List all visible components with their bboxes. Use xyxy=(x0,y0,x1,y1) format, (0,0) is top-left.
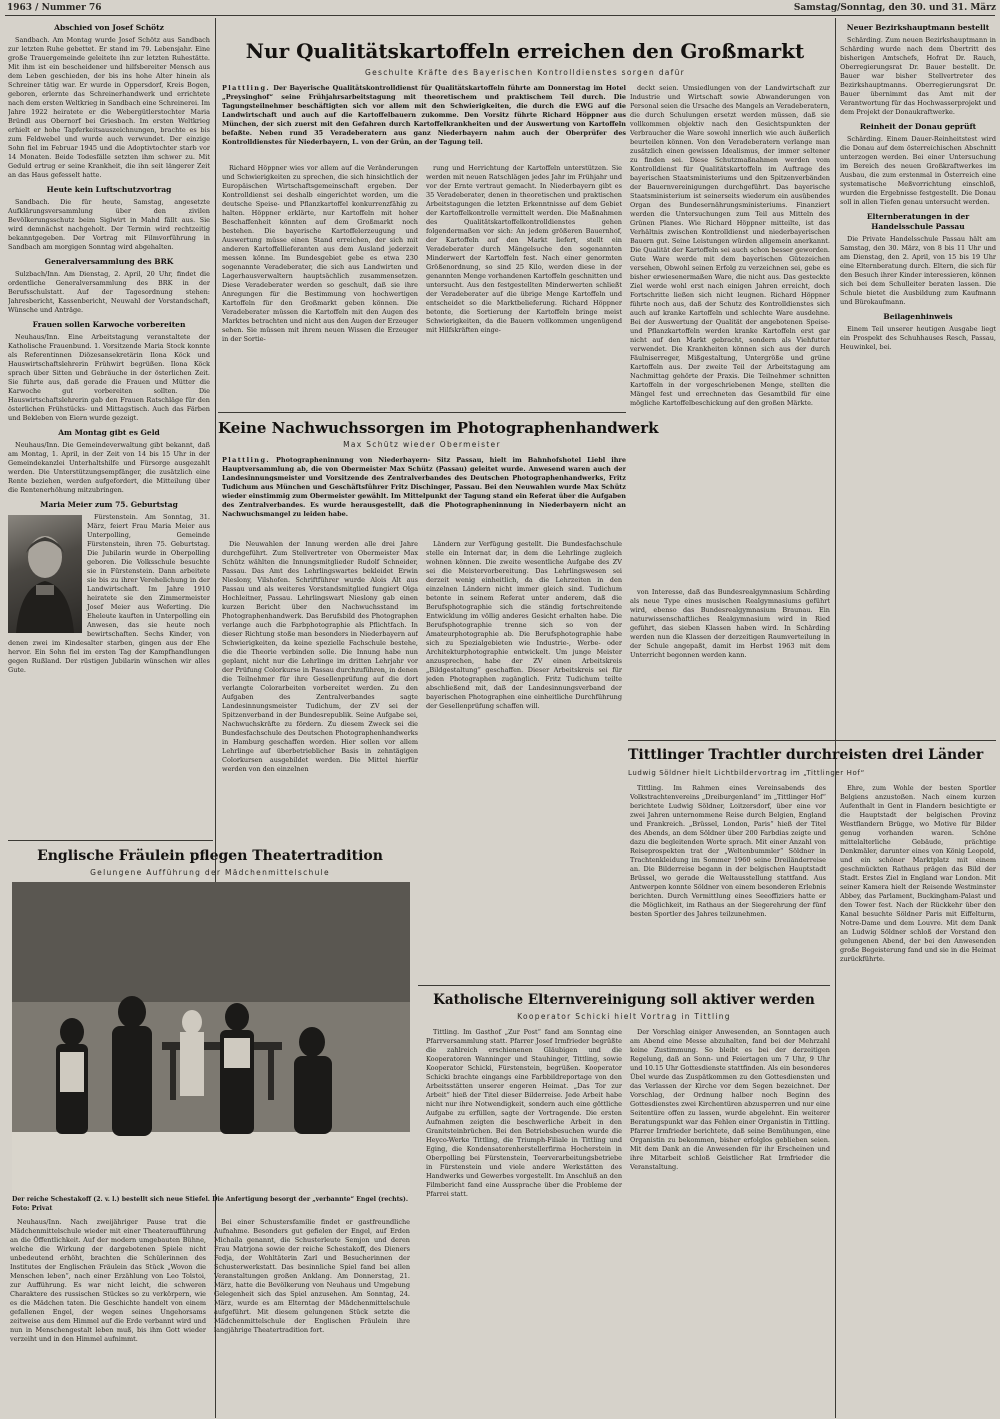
theater-subline: Gelungene Aufführung der Mädchenmittelschule xyxy=(90,868,330,877)
article-headline: Frauen sollen Karwoche vorbereiten xyxy=(32,320,186,329)
article-text: Richard Höppner wies vor allem auf die Veränderungen und Schwierigkeiten zu sprechen, die sich hinsichtlich der Europäischen Wirtschaftsgemeinschaft ergeben. Der Kontrolldienst sei deshalb eingerichtet worden, um die deutsche Speise- und Pflanzkartoffel konkurrenzfähig zu halten. Höppner erklärte, nur Kartoffeln mit hoher Beschaffenheit könnten auf dem Großmarkt noch bestehen. Die bayerische Kartoffelerzeugung und Auswertung müsse einen Stand erreichen, der sich mit anderen Kartoffellieferanten aus dem Ausland jederzeit messen könne. Im Bundesgebiet gebe es etwa 230 sogenannte Veradeberater, die sich aus Landwirten und Lagerhausverwaltern hauptsächlich zusammensetzen. Diese Veradeberater werden so geschult, daß sie ihre Anregungen für die Bestimmung von hochwertigen Kartoffeln für den Großmarkt geben können. Die Veradeberater müssen die Kartoffeln mit den Augen des Marktes betrachten und nicht aus den Augen der Erzeuger sehen. Sie müssen mit ihrem neuen Wissen die Erzeuger in der Sortie- xyxy=(222,164,418,343)
right-column xyxy=(840,18,996,780)
main-headline: Nur Qualitätskartoffeln erreichen den Großmarkt xyxy=(245,39,805,63)
catholic-headline: Katholische Elternvereinigung soll aktiver werden xyxy=(433,992,815,1008)
page-number-date-left: 1963 / Nummer 76 xyxy=(7,3,102,13)
main-dateline: Plattling. xyxy=(222,84,271,92)
header-rule xyxy=(5,15,995,16)
photo-caption-text: Der reiche Schestakoff (2. v. l.) bestellt sich neue Stiefel. Die Anfertigung besorgt der „verbannte“ Engel (rechts). xyxy=(12,1196,408,1203)
photo-article-lead-text: Photographeninnung von Niederbayern- Sitz Passau, hielt im Bahnhofshotel Liebl ihre Hauptversammlung ab, die von Obermeister Max Schütz (Passau) geleitet wurde. Anwesend waren auch der Landesinnungsmeister und Vorsitzende des Zentralverbandes des Deutschen Photographenhandwerks, Fritz Tudichum aus München und Geschäftsführer Fritz Dischinger, Passau. Bei den Neuwahlen wurde Max Schütz wieder einstimmig zum Obermeister gewählt. Im Mittelpunkt der Tagung stand ein Referat über die Aufgaben des Zentralverbandes. Es wurde herausgestellt, daß die Photographeninnung in Niederbayern nicht an Nachwuchsmangel zu leiden habe. xyxy=(222,456,626,518)
tittling-column-2 xyxy=(840,784,996,1414)
article-text: Einem Teil unserer heutigen Ausgabe liegt ein Prospekt des Schuhhauses Resch, Passau, Heuwinkel, bei. xyxy=(840,325,996,351)
article-text: Tittling. Im Rahmen eines Vereinsabends des Volkstrachtenvereins „Dreiburgenland“ im „Tittlinger Hof“ berichtete Ludwig Söldner, Loitzersdorf, über eine vor zwei Jahren unternommene Reise durch Belgien, England und Frankreich. „Brüssel, London, Paris“ hieß der Titel des Abends, an dem Söldner über 200 Farbdias zeigte und dazu die begleitenden Worte sprach. Mit einer Anzahl von Reiseprospekten trat der „Weltenbummler“ Söldner in Trachtenkleidung im Sommer 1960 seine Dreiländerreise an. Die Bilderreise begann in der belgischen Hauptstadt Brüssel, wo gerade die Weltausstellung stattfand. Aus Antwerpen konnte Söldner von einem besonderen Erlebnis berichten. Durch Vermittlung eines Seeoffiziers hatte er die Möglichkeit, im Rathaus an der Siegerehrung der fünf besten Sportler des Jahres teilzunehmen. xyxy=(630,784,826,918)
article-text: Sandbach. Am Montag wurde Josef Schötz aus Sandbach zur letzten Ruhe gebettet. Er stand im 79. Lebensjahr. Eine große Trauergemeinde geleitete ihn zur letzten Ruhestätte. Mit ihm ist ein bescheidener und hilfsbereiter Mensch aus dem Leben geschieden, der bis ins hohe Alter hinein als Schreiner tätig war. Er wurde in Oppersdorf, Kreis Bogen, geboren, erlernte das Schreinerhandwerk und errichtete nach dem ersten Weltkrieg in Sandbach eine Schreinerei. Im Jahre 1922 heiratete er die Webergütlerstochter Maria Bründl aus Obernorf bei Griesbach. Im ersten Weltkrieg erhielt er hohe Tapferkeitsauszeichnungen, brachte es bis zum Feldwebel und wurde auch verwundet. Der einzige Sohn fiel im Februar 1945 und die Adoptivtochter starb vor 14 Monaten. Beide Todesfälle setzten ihm schwer zu. Mit Geduld ertrug er seine Krankheit, die ihn seit längerer Zeit an das Haus gefesselt hatte. xyxy=(8,36,210,179)
section-rule xyxy=(8,840,213,841)
article-text: Bei einer Schustersfamilie findet er gastfreundliche Aufnahme. Besonders gut gefielen der Engel, auf Erden Michaila genannt, die Schusterleute Semjon und deren Frau Matrjona sowie der reiche Schestakoff, des Dieners Fedja, der Wohltäterin Zarl und Besucherinnen der Schusterwerkstatt. Das besinnliche Spiel fand bei allen Veranstaltungen großen Anklang. Am Donnerstag, 21. März, hatte die Bevölkerung von Neuhaus und Umgebung Gelegenheit sich das Spiel anzusehen. Am Sonntag, 24. März, wurde es am Elterntag der Mädchenmittelschule aufgeführt. Mit diesem gelungenen Stück setzte die Mädchenmittelschule der Englischen Fräulein ihre langjährige Theatertradition fort. xyxy=(214,1218,410,1334)
main-lead xyxy=(222,84,626,162)
article-text: Neuhaus/Inn. Nach zweijähriger Pause trat die Mädchenmittelschule wieder mit einer Theateraufführung an die Öffentlichkeit. Auf der modern umgebauten Bühne, welche die Wirkung der dargebotenen Spiele nicht unbedeutend erhöht, brachten die Schülerinnen des Institutes der Englischen Fräulein das Stück „Wovon die Menschen leben“, nach einer Erzählung von Leo Tolstoi, zur Aufführung. Es war nicht leicht, die schweren Charaktere des russischen Stückes so zu verkörpern, wie es die Mädchen taten. Die Geschichte handelt von einem gefallenen Engel, der wegen seines Ungehorsams zeitweise aus dem Himmel auf die Erde verbannt wird und nun in Menschengestalt leben muß, bis ihm Gott wieder verzeiht und in den Himmel aufnimmt. xyxy=(10,1218,206,1343)
school-types-article xyxy=(630,588,830,728)
article-text: Neuhaus/Inn. Eine Arbeitstagung veranstaltete der Katholische Frauenbund. 1. Vorsitzende Maria Stock konnte als Referentinnen Diözesansekretärin Ilona Köck und Hauswirtschaftslehrerin Frühwirt begrüßen. Ilona Köck sprach über Sitten und Gebräuche in der österlichen Zeit. Sie führte aus, daß gerade die Frauen und Mütter die Karwoche gut vorbereiten sollten. Die Hauswirtschaftslehrerin gab den Frauen Ratschläge für den österlichen Frühstücks- und Mittagstisch. Auch das Färben und Bekleben von Eiern wurde gezeigt. xyxy=(8,333,210,422)
article-text: deckt seien. Umsiedlungen von der Landwirtschaft zur Industrie und Wirtschaft sowie Abwanderungen von Personal seien die Ursache des Mangels an Veradeberatern, die durch Schulungen ersetzt werden müssen, daß sie vollkommen objektiv nach den Gesichtspunkten der Verbraucher die Ware sowohl innerlich wie auch äußerlich beurteilen können. Von den Veradeberatern verlange man zusätzlich einen gewissen Idealismus, der immer seltener zu finden sei. Diese Schutzmaßnahmen werden vom Kontrolldienst für Qualitätskartoffeln im Auftrage des bayerischen Staatsministeriums und den Spitzenverbänden der Bauernvereinigungen durchgeführt. Das bayerische Staatsministerium ist seinerseits wiederum ein ausübendes Organ des Bundesernährungsministeriums. Finanziert werden die Untersuchungen zum Teil aus Mitteln des Grünen Planes. Wie Richard Höppner mitteilte, ist das Verhältnis zwischen Kontrolldienst und niederbayerischen Bauern gut. Seine Leistungen würden allgemein anerkannt. Die Qualität der Kartoffeln sei auch schon besser geworden. Gute Ware werde mit dem bayerischen Gütezeichen versehen, Obwohl seinen Erfolg zu verzeichnen sei, gebe es bisher erwiesenermaßen Ware, die nicht aus. Das gesteckte Ziel werde wohl erst nach einigen Jahren erreicht, doch Fortschritte ließen sich nicht leugnen. Richard Höppner führte noch aus, daß der Schutz des Kontrolldienstes sich auch auf kranke Kartoffeln und schlechte Ware ausdehne. Bei der Auswertung der Qualität der angebotenen Speise- und Pflanzkartoffeln werden kranke Kartoffeln erst gar nicht auf den Markt gebracht, sondern als Viehfutter verwendet. Die Krankheiten können sich aus der durch Fäulniserreger, Mißgestaltung, Untergröße und grüne Kartoffeln aus. Der zweite Teil der Arbeitstagung am Nachmittag gehörte der Praxis. Die Teilnehmer schnitten Kartoffeln in der vorgeschriebenen Menge, stellten die Mängel fest und errechneten das Gesamtbild für eine mögliche Kartoffelbeschickung auf den großen Märkte. xyxy=(630,84,830,407)
page-date-right: Samstag/Sonntag, den 30. und 31. März xyxy=(793,3,996,13)
photo-article-column-1 xyxy=(222,540,418,940)
tittling-column-1 xyxy=(630,784,826,974)
left-column xyxy=(8,18,210,838)
column-rule-right xyxy=(835,18,836,1418)
catholic-column-1 xyxy=(426,1028,622,1416)
article-headline: Abschied von Josef Schötz xyxy=(54,23,164,32)
portrait-photo xyxy=(8,515,82,633)
main-subline: Geschulte Kräfte des Bayerischen Kontrolldienstes sorgen dafür xyxy=(364,68,686,77)
section-rule xyxy=(628,740,996,741)
theater-column-1 xyxy=(10,1218,206,1416)
theater-headline: Englische Fräulein pflegen Theatertradition xyxy=(37,848,383,864)
article-text: Schärding. Zum neuen Bezirkshauptmann in Schärding wurde nach dem Übertritt des bisherigen Amtschefs, Hofrat Dr. Rauch, Oberregierungsrat Dr. Bauer bestellt. Dr. Bauer war bisher Stellvertreter des Bezirkshauptmanns. Oberregierungsrat Dr. Bauer übernimmt das Amt mit der Verantwortung für das Hochwasserprojekt und dem Projekt der Donaukraftwerke. xyxy=(840,36,996,116)
article-headline: Reinheit der Donau geprüft xyxy=(859,122,977,131)
article-text: Schärding. Einem Dauer-Reinheitstest wird die Donau auf dem österreichischen Abschnitt unterzogen werden. Bei einer Untersuchung im Bereich des neuen Großkraftwerkes im Ausbau, die zum erstenmal in Österreich eine systematische Meßvorrichtung einschloß, wurden die Ergebnisse festgestellt. Die Donau soll in allen Tiefen genau untersucht werden. xyxy=(840,135,996,206)
article-text: Sandbach. Die für heute, Samstag, angesetzte Aufklärungsversammlung über den zivilen Bevölkerungsschutz beim Siglwirt in Mahd fällt aus. Sie wird demnächst nachgeholt. Der Termin wird rechtzeitig bekanntgegeben. Der Vortrag mit Filmvorführung in Sandbach am morgigen Sonntag wird abgehalten. xyxy=(8,198,210,251)
photo-credit: Foto: Privat xyxy=(12,1204,53,1212)
article-headline: Neuer Bezirkshauptmann bestellt xyxy=(846,23,990,32)
photo-caption xyxy=(12,1196,410,1216)
photo-article-subline: Max Schütz wieder Obermeister xyxy=(343,440,501,449)
tittling-headline: Tittlinger Trachtler durchreisten drei Länder xyxy=(628,747,984,763)
section-rule xyxy=(418,985,830,986)
catholic-subline: Kooperator Schicki hielt Vortrag in Tittling xyxy=(517,1012,731,1021)
article-headline: Am Montag gibt es Geld xyxy=(58,428,160,437)
tittling-subline: Ludwig Söldner hielt Lichtbildervortrag im „Tittlinger Hof“ xyxy=(628,769,865,777)
article-text: rung und Herrichtung der Kartoffeln unterstützen. Sie werden mit neuen Ratschlägen jedes Jahr im Frühjahr und vor der Ernte vertraut gemacht. In Niederbayern gibt es 35 Veradeberater, denen in theoretischen und praktischen Arbeitstagungen die letzten Erkenntnisse auf dem Gebiet der Kartoffelkontrolle vermittelt werden. Die Maßnahmen des Qualitätskartoffelkontrolldienstes gehen folgendermaßen vor sich: An jedem größeren Bauernhof, der Kartoffeln auf den Markt liefert, stellt ein Veradeberater durch Mängelsuche den sogenannten Minderwert der Kartoffeln fest. Nach einer genormten Größenordnung, so sind 25 Kilo, werden diese in der genannten Menge vorhandenen Kartoffeln geschnitten und untersucht. Aus den festgestellten Minderwerten schließt der Veradeberater auf die übrige Menge Kartoffeln und entscheidet so die Marktbelieferung. Richard Höppner betonte, die Sortierung der Kartoffeln bringe meist Schwierigkeiten, da die Bauern vollkommen ungenügend mit Hilfskräften einge- xyxy=(426,164,622,334)
portrait-woman-icon xyxy=(8,515,82,633)
article-text: Fürstenstein. Am Sonntag, 31. März, feiert Frau Maria Meier aus Unterpolling, Gemeinde Fürstenstein, ihren 75. Geburtstag. Die Jubilarin wurde in Oberpolling geboren. Die Volksschule besuchte sie in Fürstenstein. Dann arbeitete sie bis zu ihrer Verehelichung in der Landwirtschaft. Im Jahre 1910 heiratete sie den Zimmermeister Josef Meier aus Weferting. Die Eheleute kauften in Unterpolling ein Anwesen, das sie heute noch bewirtschaften. Sechs Kinder, von denen zwei im Kindesalter starben, gingen aus der Ehe hervor. Ein Sohn fiel im ersten Tag der Kampfhandlungen gegen Rußland. Der rüstigen Jubilarin wünschen wir alles Gute. xyxy=(8,513,210,674)
photo-article-dateline: Plattling. xyxy=(222,456,271,464)
article-text: Der Vorschlag einiger Anwesenden, an Sonntagen auch am Abend eine Messe abzuhalten, fand bei der Mehrzahl keine Zustimmung. So bleibt es bei der derzeitigen Regelung, daß an Sonn- und Feiertagen um 7 Uhr, 9 Uhr und 10.15 Uhr Gottesdienste stattfinden. Als ein besonderes Übel wurde das Zuspätkommen zu den Gottesdiensten und das Verlassen der Kirche vor dem Segen bezeichnet. Der Vorschlag, der Ordnung halber noch Beginn des Gottesdienstes zwei Kirchentüren abzusperren und nur eine Seitentüre offen zu lassen, wurde abgelehnt. Ein weiterer Beratungspunkt war das Fehlen einer Organistin in Tittling. Pfarrer Irmfrieder berichtete, daß seine Bemühungen, eine Organistin zu bekommen, bisher erfolglos geblieben seien. Mit dem Dank an die Anwesenden für ihr Erscheinen und ihre Mitarbeit schloß Geistlicher Rat Irmfrieder die Veranstaltung. xyxy=(630,1028,830,1171)
article-text: Sulzbach/Inn. Am Dienstag, 2. April, 20 Uhr, findet die ordentliche Generalversammlung des BRK in der Berufsschulstatt. Auf der Tagesordnung stehen: Jahresbericht, Kassenbericht, Neuwahl der Vorstandschaft, Wünsche und Anträge. xyxy=(8,270,210,314)
article-text: Neuhaus/Inn. Die Gemeindeverwaltung gibt bekannt, daß am Montag, 1. April, in der Zeit von 14 bis 15 Uhr in der Gemeindekanzlei Unterhaltshilfe und Fürsorge ausgezahlt werden. Die Unterstützungsempfänger, die zusätzlich eine Rente beziehen, werden aufgefordert, die Mitteilung über die Rentenerhöhung mitzubringen. xyxy=(8,441,210,494)
article-text: Tittling. Im Gasthof „Zur Post“ fand am Sonntag eine Pfarrversammlung statt. Pfarrer Josef Irmfrieder begrüßte die zahlreich erschienenen Gläubigen und die Kooperatoren Wanninger und Stauhinger, Tittling, sowie Kooperator Schicki, Fürstenstein, begrüßen. Kooperator Schicki brachte eingangs eine Farbbildreportage von den Arbeitsstätten unserer engeren Heimat. „Das Tor zur Arbeit“ hieß der Titel dieser Bilderreise. Jede Arbeit habe nicht nur ihre Notwendigkeit, sondern auch eine göttliche Aufgabe zu erfüllen, sagte der Vortragende. Die ersten Aufnahmen zeigten die beschwerliche Arbeit in den Granitsteinbrüchen. Bei den Betriebsbesuchen wurde die Heyco-Werke Tittling, die Triumph-Filiale in Tittling und Eging, die Kondensatorenherstellerfirma Hocherstein in Oberpolling bei Fürstenstein, Teerverarbeitungsbetriebe in Fürstenstein und viele andere Werkstätten des Handwerks und Gewerbes vorgestellt. Im Anschluß an den Filmbericht fand eine Aussprache über die Probleme der Pfarrei statt. xyxy=(426,1028,622,1198)
main-column-3 xyxy=(630,84,830,584)
article-headline: Elternberatungen in der Handelsschule Passau xyxy=(866,212,970,231)
article-headline: Maria Meier zum 75. Geburtstag xyxy=(40,500,178,509)
article-headline: Generalversammlung des BRK xyxy=(44,257,174,266)
main-lead-text: Der Bayerische Qualitätskontrolldienst für Qualitätskartoffeln führte am Donnerstag im Hotel „Preysinghof“ seine Frühjahrsarbeitstagung mit theoretischem und praktischem Teil durch. Die Tagungsteilnehmer beschäftigten sich vor allem mit den Schwierigkeiten, die durch die EWG auf die Landwirtschaft und auch auf die Kartoffelbauern zukomme. Den Vorsitz führte Richard Höppner aus München, der sich zuerst mit den Gefahren durch Kartoffelkrankheiten und der Auswertung von Kartoffeln befaßte. Neben rund 35 Veradeberatern aus ganz Niederbayern nahm auch der Oberprüfer des Kontrolldienstes für Niederbayern, L. von der Grün, an der Tagung teil. xyxy=(222,84,626,146)
main-column-1 xyxy=(222,164,418,404)
photo-article-headline: Keine Nachwuchssorgen im Photographenhandwerk xyxy=(218,419,659,437)
photo-article-column-2 xyxy=(426,540,622,940)
section-rule xyxy=(218,412,626,413)
article-text: Die Neuwahlen der Innung werden alle drei Jahre durchgeführt. Zum Stellvertreter von Obermeister Max Schütz wählten die Innungsmitglieder Rudolf Schneider, Passau. Das Amt des Lehrlingswartes bekleidet Erwin Nieslony, Vilshofen. Schriftführer wurde Alois Alt aus Passau und als weiteres Vorstandsmitglied fungiert Olga Hochleitner, Passau. Lehrlingswart Nieslony gab einen kurzen Bericht über den Nachwuchsstand im Photographenhandwerk. Das Berufsbild des Photographen verlange auch die Farbphotographie als Pflichtfach. In dieser Richtung stoße man besonders in Niederbayern auf Schwierigkeiten, da keine spezielle Fachschule bestehe, die die Theorie verbinden solle. Die Innung habe nun geplant, nicht nur die Lehrlinge im dritten Lehrjahr vor der Prüfung Colorkurse in Passau durchzuführen, in denen die Teilnehmer für ihre Gesellenprüfung auf die dort verlangte Colorarbeiten vorbereitet werden. Zu den Aufgaben des Zentralverbandes sagte Landesinnungsmeister Tudichum, der ZV sei der Spitzenverband in der Bundesrepublik. Seine Aufgabe sei, Nachwuchskräfte zu fördern. Zu diesem Zweck sei die Bundesfachschule des Deutschen Photographenhandwerks in Hamburg geschaffen worden. Hier sollen vor allem Lehrlinge auf überbetrieblicher Basis in zehntägigen Colorkursen ausgebildet werden. Die Mittel hierfür werden von den einzelnen xyxy=(222,540,418,773)
theater-column-2 xyxy=(214,1218,410,1416)
photo-article-lead xyxy=(222,456,626,536)
article-text: Ehre, zum Wohle der besten Sportler Belgiens anzustoßen. Nach einem kurzen Aufenthalt in Gent in Flandern besichtigte er die Hauptstadt der belgischen Provinz Westflandern Brügge, wo Motive für Bilder genug vorhanden waren. Schöne mittelalterliche Gebäude, prächtige Denkmäler, darunter eines von König Leopold, und ein schöner Marktplatz mit einem geschmückten Rathaus prägen das Bild der Stadt. Erstes Ziel in England war London. Mit seiner Kamera hielt der Reisende Westminster Abbey, das Parlament, Buckingham-Palast und den Tower fest. Nach der Rückkehr über den Kanal besuchte Söldner Paris mit Eiffelturm, Notre-Dame und dem Louvre. Mit dem Dank an Ludwig Söldner schloß der Vorstand den gelungenen Abend, der bei den Anwesenden große Begeisterung fand und sie in die Heimat zurückführte. xyxy=(840,784,996,963)
main-column-2 xyxy=(426,164,622,404)
article-headline: Heute kein Luftschutzvortrag xyxy=(46,185,172,194)
article-text: Ländern zur Verfügung gestellt. Die Bundesfachschule stelle ein Internat dar, in dem die Lehrlinge zugleich wohnen können. Die zweite wesentliche Aufgabe des ZV sei die Meistervorbereitung. Das Lehrlingswesen sei derzeit wenig einheitlich, da die Lehrzeiten in den einzelnen Ländern nicht immer gleich sind. Tudichum betonte in seinem Referat unter anderem, daß die Berufsphotographie sich die ständig fortschreitende Entwicklung im völlig anderes Gesicht erhalten habe. Die Berufsphotographie trenne sich so von der Amateurphotographie ab. Die Berufsphotographie habe sich zu Spezialgebieten wie Industrie-, Werbe- oder Architekturphotographie entwickelt. Um junge Meister anzusprechen, habe der ZV einen Arbeitskreis „Bildgestaltung“ geschaffen. Dieser Arbeitskreis sei für jeden Photographen zugänglich. Fritz Tudichum teilte abschließend mit, daß der Landesinnungsverband der bayerischen Photographen eine einheitliche Durchführung der Gesellenprüfung schaffen will. xyxy=(426,540,622,710)
catholic-column-2 xyxy=(630,1028,830,1416)
article-text: Die Private Handelsschule Passau hält am Samstag, den 30. März, von 8 bis 11 Uhr und am Dienstag, den 2. April, von 15 bis 19 Uhr eine Elternberatung durch. Eltern, die sich für den Besuch ihrer Kinder interessieren, können sich bei dem Schulleiter beraten lassen. Die Schule bietet die Ausbildung zum Kaufmann und Bürokaufmann. xyxy=(840,235,996,306)
article-headline: Beilagenhinweis xyxy=(883,312,953,321)
article-text: von Interesse, daß das Bundesrealgymnasium Schärding als neue Type eines musischen Realgymnasiums geführt wird, ebenso das Bundesrealgymnasium Braunau. Ein naturwissenschaftliches Realgymnasium wird in Ried geführt, das sieben Klassen haben wird. In Schärding werden nun die Klassen der derzeitigen Raumverteilung in der Schule angepaßt, damit im Herbst 1963 mit dem Unterricht begonnen werden kann. xyxy=(630,588,830,659)
